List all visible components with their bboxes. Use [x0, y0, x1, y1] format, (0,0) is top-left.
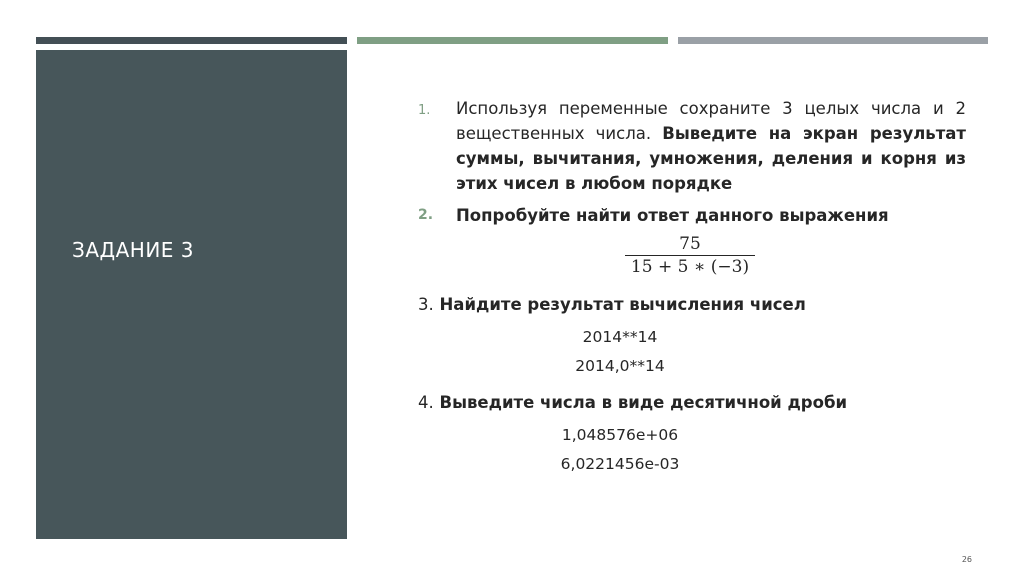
fraction-denominator: 15 + 5 ∗ (−3)	[630, 257, 750, 277]
slide-content	[418, 96, 966, 473]
fraction-numerator: 75	[679, 234, 701, 254]
task-3-text: Найдите результат вычисления чисел	[433, 295, 806, 314]
slide-title: ЗАДАНИЕ 3	[72, 238, 195, 262]
task-1-text-bold: Выведите на экран результат суммы, вычитания, умножения, деления и корня из этих чисел в любом порядке	[456, 124, 966, 193]
task-4-value-1: 1,048576e+06	[561, 426, 679, 444]
task-4-text: Выведите числа в виде десятичной дроби	[433, 393, 848, 412]
task-3-number: 3.	[418, 295, 434, 314]
fraction-expression	[625, 234, 755, 277]
task-4-number: 4.	[418, 393, 434, 412]
task-3-value-1: 2014**14	[582, 328, 658, 346]
title-panel	[36, 50, 347, 539]
task-1-text	[456, 96, 966, 196]
top-bar-dark	[36, 37, 347, 44]
page-number: 26	[961, 555, 972, 564]
task-4	[418, 393, 966, 412]
task-2-number: 2.	[418, 207, 434, 223]
task-2	[418, 203, 966, 228]
task-1-text-normal: Используя переменные сохраните 3 целых числа и 2 вещественных числа.	[456, 99, 966, 143]
task-1-number: 1.	[418, 103, 431, 118]
task-1	[418, 96, 966, 196]
task-3-value-2: 2014,0**14	[575, 357, 665, 375]
task-2-text: Попробуйте найти ответ данного выражения	[456, 206, 889, 225]
top-bar-grey	[678, 37, 988, 44]
task-3	[418, 295, 966, 314]
top-bar-green	[357, 37, 668, 44]
task-4-value-2: 6,0221456e-03	[560, 455, 680, 473]
